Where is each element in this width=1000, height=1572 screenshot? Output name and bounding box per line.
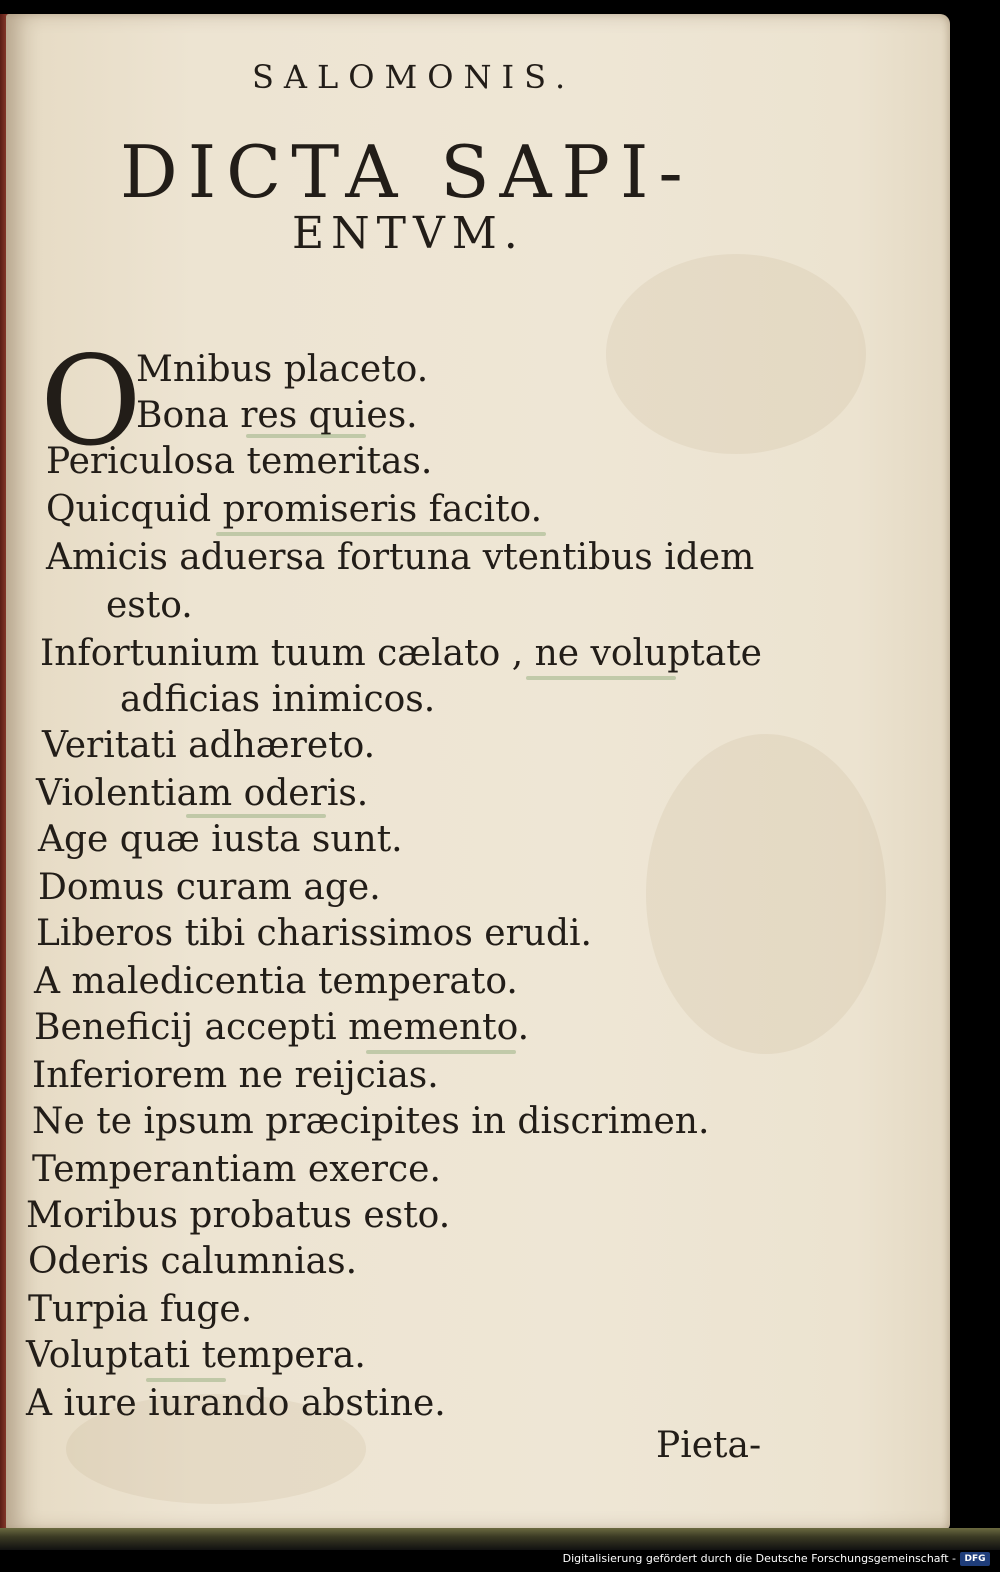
text-line: Veritati adhæreto. — [42, 725, 376, 766]
catchword: Pieta- — [656, 1425, 762, 1466]
text-line: Mnibus placeto. — [136, 349, 429, 390]
text-line: Turpia fuge. — [28, 1289, 253, 1330]
text-line: Ne te ipsum præcipites in discrimen. — [32, 1101, 710, 1142]
text-line: Periculosa temeritas. — [46, 441, 433, 482]
text-line: A iure iurando abstine. — [26, 1383, 446, 1424]
ink-smudge — [186, 814, 326, 818]
text-line: Violentiam oderis. — [36, 773, 369, 814]
running-head: SALOMONIS. — [252, 58, 576, 96]
digitization-credit: Digitalisierung gefördert durch die Deutsche Forschungsgemeinschaft - — [562, 1552, 956, 1565]
text-line: Quicquid promiseris facito. — [46, 489, 543, 530]
text-line: A maledicentia temperato. — [34, 961, 518, 1002]
text-line: Age quæ iusta sunt. — [38, 819, 403, 860]
text-line: Oderis calumnias. — [28, 1241, 358, 1282]
text-line: Beneficij accepti memento. — [34, 1007, 530, 1048]
text-line: Domus curam age. — [38, 867, 381, 908]
text-line: Amicis aduersa fortuna vtentibus idem — [46, 537, 755, 578]
text-line: Moribus probatus esto. — [26, 1195, 451, 1236]
text-line: Bona res quies. — [136, 395, 418, 436]
paper-stain — [646, 734, 886, 1054]
ink-smudge — [246, 434, 366, 438]
text-line: Temperantiam exerce. — [32, 1149, 441, 1190]
scan-edge — [0, 1528, 1000, 1550]
text-line: Inferiorem ne reijcias. — [32, 1055, 439, 1096]
ink-smudge — [366, 1050, 516, 1054]
text-line: Liberos tibi charissimos erudi. — [36, 913, 592, 954]
text-line: Infortunium tuum cælato , ne voluptate — [40, 633, 762, 674]
ink-smudge — [216, 532, 546, 536]
title-line-2: ENTVM. — [292, 208, 525, 259]
ink-smudge — [146, 1378, 226, 1382]
ink-smudge — [526, 676, 676, 680]
drop-cap: O — [40, 330, 142, 474]
book-page — [6, 14, 950, 1530]
text-line: Voluptati tempera. — [26, 1335, 366, 1376]
text-line: adficias inimicos. — [120, 679, 436, 720]
dfg-logo-icon: DFG — [960, 1552, 990, 1566]
title-line-1: DICTA SAPI- — [120, 130, 693, 214]
text-line: esto. — [106, 585, 193, 626]
paper-stain — [606, 254, 866, 454]
